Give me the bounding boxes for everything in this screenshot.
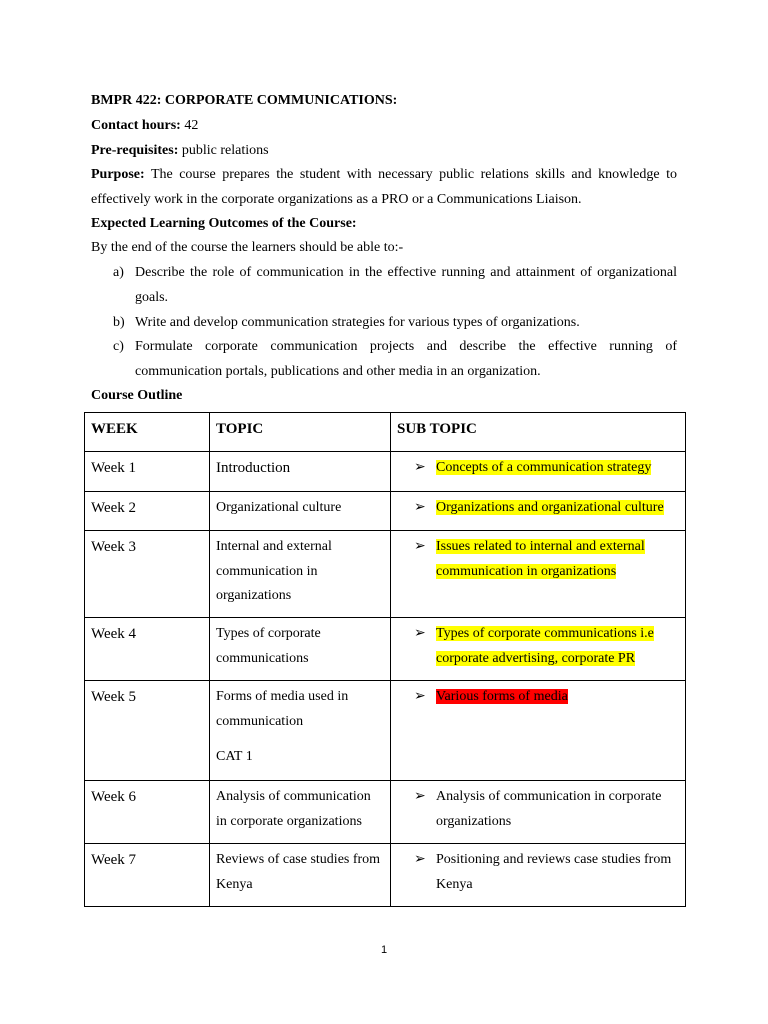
subtopic-cell: [391, 844, 685, 897]
outcome-b-line-1: Write and develop communication strategies for various types of organizations.: [135, 315, 580, 330]
prerequisites-value: public relations: [181, 143, 269, 158]
outcome-a-line-1: Describe the role of communication in the effective running and attainment of organizational: [135, 265, 677, 280]
week-cell: Week 5: [91, 689, 137, 705]
topic-cell: Types of corporate communications: [216, 626, 321, 666]
subtopic-text: Analysis of communication in corporate organizations: [436, 789, 662, 829]
outcome-b-marker: b): [113, 315, 125, 330]
topic-cell: Reviews of case studies from Kenya: [216, 852, 381, 892]
week-cell: Week 7: [91, 852, 137, 868]
subtopic-cell: [391, 531, 685, 584]
topic-cell: Analysis of communication in corporate organizations: [216, 789, 371, 829]
outcome-c-line-1: Formulate corporate communication projects and describe the effective running of: [135, 339, 677, 354]
subtopic-text: Various forms of media: [436, 689, 568, 704]
purpose-text-1: The course prepares the student with necessary public relations skills and knowledge to: [150, 167, 677, 182]
header-cell-subtopic: SUB TOPIC: [391, 413, 686, 452]
table-row: [85, 452, 686, 492]
course-title: BMPR 422: CORPORATE COMMUNICATIONS:: [91, 93, 398, 108]
outcome-c-marker: c): [113, 339, 124, 354]
table-row: [85, 492, 686, 531]
arrow-bullet-icon: ➢: [414, 500, 426, 515]
header-cell-topic: TOPIC: [210, 413, 391, 452]
arrow-bullet-icon: ➢: [414, 626, 426, 641]
week-cell: Week 1: [91, 460, 137, 476]
arrow-bullet-icon: ➢: [414, 789, 426, 804]
outcomes-heading: Expected Learning Outcomes of the Course:: [91, 216, 357, 231]
course-outline-heading: Course Outline: [91, 388, 183, 403]
page-number: 1: [380, 944, 388, 956]
week-cell: Week 6: [91, 789, 137, 805]
subtopic-text: Concepts of a communication strategy: [436, 460, 652, 475]
topic-cell: Organizational culture: [216, 500, 342, 515]
subtopic-text: Types of corporate communications i.e corporate advertising, corporate PR: [436, 626, 654, 666]
purpose-label: Purpose:: [91, 167, 145, 182]
subtopic-cell: [391, 492, 685, 521]
outcome-a-marker: a): [113, 265, 124, 280]
topic-cell: [210, 681, 390, 770]
arrow-bullet-icon: ➢: [414, 460, 426, 475]
subtopic-text: Positioning and reviews case studies from Kenya: [436, 852, 672, 892]
table-row: [85, 681, 686, 781]
contact-hours-label: Contact hours:: [91, 118, 181, 133]
table-header-row: [85, 413, 686, 452]
arrow-bullet-icon: ➢: [414, 852, 426, 867]
table-row: [85, 531, 686, 618]
subtopic-text: Organizations and organizational culture: [436, 500, 664, 515]
week-cell: Week 4: [91, 626, 137, 642]
table-row: [85, 844, 686, 907]
subtopic-cell: [391, 781, 685, 834]
arrow-bullet-icon: ➢: [414, 689, 426, 704]
outcome-c-line-2: communication portals, publications and other media in an organization.: [135, 364, 541, 379]
course-outline-table: [84, 412, 686, 907]
prerequisites: [91, 142, 269, 160]
week-cell: Week 3: [91, 539, 137, 555]
header-cell-week: WEEK: [85, 413, 210, 452]
outcome-a-line-2: goals.: [135, 290, 169, 305]
week-cell: Week 2: [91, 500, 137, 516]
subtopic-cell: [391, 452, 685, 481]
purpose-line-2: effectively work in the corporate organizations as a PRO or a Communications Liaison.: [91, 192, 582, 207]
topic-cell: Internal and external communication in organizations: [216, 539, 332, 603]
purpose-line-1: [91, 166, 677, 184]
prerequisites-label: Pre-requisites:: [91, 143, 179, 158]
topic-cell: Introduction: [216, 460, 291, 476]
contact-hours: [91, 117, 198, 135]
table-row: [85, 618, 686, 681]
cat-label: CAT 1: [216, 749, 253, 764]
contact-hours-value: 42: [184, 118, 199, 133]
subtopic-cell: [391, 618, 685, 671]
outcomes-intro: By the end of the course the learners should be able to:-: [91, 240, 404, 255]
subtopic-cell: [391, 681, 685, 710]
table-row: [85, 781, 686, 844]
subtopic-text: Issues related to internal and external communication in organizations: [436, 539, 645, 579]
arrow-bullet-icon: ➢: [414, 539, 426, 554]
topic-text: Forms of media used in communication: [216, 689, 349, 729]
